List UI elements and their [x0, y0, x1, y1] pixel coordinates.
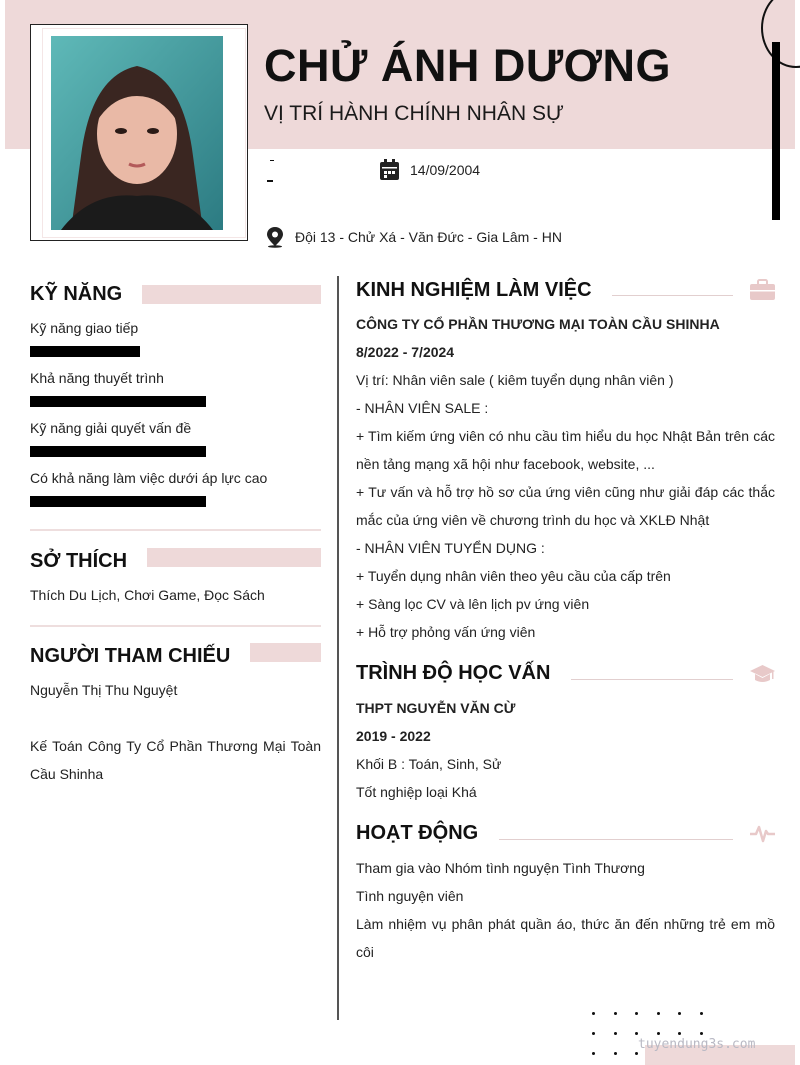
- education-line: Tốt nghiệp loại Khá: [356, 784, 477, 800]
- experience-line: nền tảng mạng xã hội như facebook, website, ...: [356, 456, 655, 472]
- graduation-cap-icon: [749, 664, 776, 684]
- decor-dot: [635, 1012, 638, 1015]
- reference-company-line: Cầu Shinha: [30, 766, 104, 782]
- experience-period: 8/2022 - 7/2024: [356, 344, 455, 360]
- experience-company: CÔNG TY CỔ PHẦN THƯƠNG MẠI TOÀN CẦU SHINHA: [356, 316, 720, 332]
- candidate-name: CHỬ ÁNH DƯƠNG: [264, 40, 672, 91]
- decor-dot: [657, 1012, 660, 1015]
- activity-line: côi: [356, 944, 374, 960]
- references-title-bar: [250, 643, 321, 662]
- decor-dot: [635, 1032, 638, 1035]
- activities-title-line: [499, 839, 733, 840]
- skill-label: Có khả năng làm việc dưới áp lực cao: [30, 470, 268, 486]
- decor-dot: [592, 1032, 595, 1035]
- reference-company-line: Kế Toán Công Ty Cổ Phần Thương Mại Toàn: [30, 738, 321, 754]
- skill-level-bar: [30, 346, 140, 357]
- section-divider: [30, 529, 321, 531]
- decor-dot: [592, 1052, 595, 1055]
- decor-dot: [614, 1032, 617, 1035]
- phone-row: [264, 158, 288, 184]
- experience-line: + Tư vấn và hỗ trợ hồ sơ của ứng viên cũng như giải đáp các thắc: [356, 484, 775, 500]
- hobbies-title-bar: [147, 548, 321, 567]
- decorative-vertical-bar: [772, 42, 780, 220]
- hobbies-text: Thích Du Lịch, Chơi Game, Đọc Sách: [30, 587, 265, 603]
- education-line: Khối B : Toán, Sinh, Sử: [356, 756, 502, 772]
- decor-dot: [635, 1052, 638, 1055]
- experience-line: - NHÂN VIÊN SALE :: [356, 400, 489, 416]
- calendar-icon: [379, 159, 400, 181]
- column-divider: [337, 276, 339, 1020]
- decor-dot: [614, 1012, 617, 1015]
- experience-title: KINH NGHIỆM LÀM VIỆC: [356, 279, 592, 301]
- section-divider: [30, 625, 321, 627]
- experience-line: Vị trí: Nhân viên sale ( kiêm tuyển dụng nhân viên ): [356, 372, 674, 388]
- activity-line: Tham gia vào Nhóm tình nguyện Tình Thương: [356, 860, 645, 876]
- skill-level-bar: [30, 396, 206, 407]
- address-row: [265, 226, 562, 248]
- watermark: tuyendung3s.com: [638, 1037, 756, 1052]
- skill-label: Kỹ năng giao tiếp: [30, 320, 139, 336]
- experience-line: - NHÂN VIÊN TUYỂN DỤNG :: [356, 540, 545, 556]
- experience-line: + Sàng lọc CV và lên lịch pv ứng viên: [356, 596, 590, 612]
- experience-line: + Hỗ trợ phỏng vấn ứng viên: [356, 624, 536, 640]
- birthdate-text: 14/09/2004: [410, 162, 481, 178]
- decor-dot: [657, 1032, 660, 1035]
- decor-dot: [700, 1012, 703, 1015]
- decor-dot: [614, 1052, 617, 1055]
- education-title: TRÌNH ĐỘ HỌC VẤN: [356, 662, 551, 684]
- skill-label: Kỹ năng giải quyết vấn đề: [30, 420, 192, 436]
- birthdate-row: [379, 159, 480, 181]
- experience-line: + Tìm kiếm ứng viên có nhu cầu tìm hiểu du học Nhật Bản trên các: [356, 428, 775, 444]
- activities-title: HOẠT ĐỘNG: [356, 822, 479, 844]
- skill-label: Khả năng thuyết trình: [30, 370, 164, 386]
- profile-photo: [51, 36, 223, 230]
- reference-name: Nguyễn Thị Thu Nguyệt: [30, 682, 178, 698]
- decor-dot: [592, 1012, 595, 1015]
- hobbies-title: SỞ THÍCH: [30, 550, 128, 572]
- candidate-position: VỊ TRÍ HÀNH CHÍNH NHÂN SỰ: [264, 102, 564, 125]
- briefcase-icon: [749, 279, 776, 301]
- activity-line: Làm nhiệm vụ phân phát quần áo, thức ăn đến những trẻ em mồ: [356, 916, 775, 932]
- references-title: NGƯỜI THAM CHIẾU: [30, 645, 231, 667]
- education-school: THPT NGUYỄN VĂN CỪ: [356, 700, 516, 716]
- skills-title-bar: [142, 285, 321, 304]
- education-title-line: [571, 679, 733, 680]
- heartbeat-icon: [749, 824, 776, 844]
- map-pin-icon: [265, 226, 285, 248]
- activity-line: Tình nguyện viên: [356, 888, 464, 904]
- skill-level-bar: [30, 496, 206, 507]
- education-period: 2019 - 2022: [356, 728, 431, 744]
- decor-dot: [678, 1032, 681, 1035]
- decor-dot: [700, 1032, 703, 1035]
- skill-level-bar: [30, 446, 206, 457]
- decor-dot: [678, 1012, 681, 1015]
- address-text: Đội 13 - Chử Xá - Văn Đức - Gia Lâm - HN: [295, 229, 562, 245]
- experience-line: + Tuyển dụng nhân viên theo yêu cầu của cấp trên: [356, 568, 671, 584]
- phone-icon: [264, 158, 278, 184]
- skills-title: KỸ NĂNG: [30, 283, 123, 305]
- experience-title-line: [612, 295, 733, 296]
- experience-line: mắc của ứng viên về chương trình du học và XKLĐ Nhật: [356, 512, 710, 528]
